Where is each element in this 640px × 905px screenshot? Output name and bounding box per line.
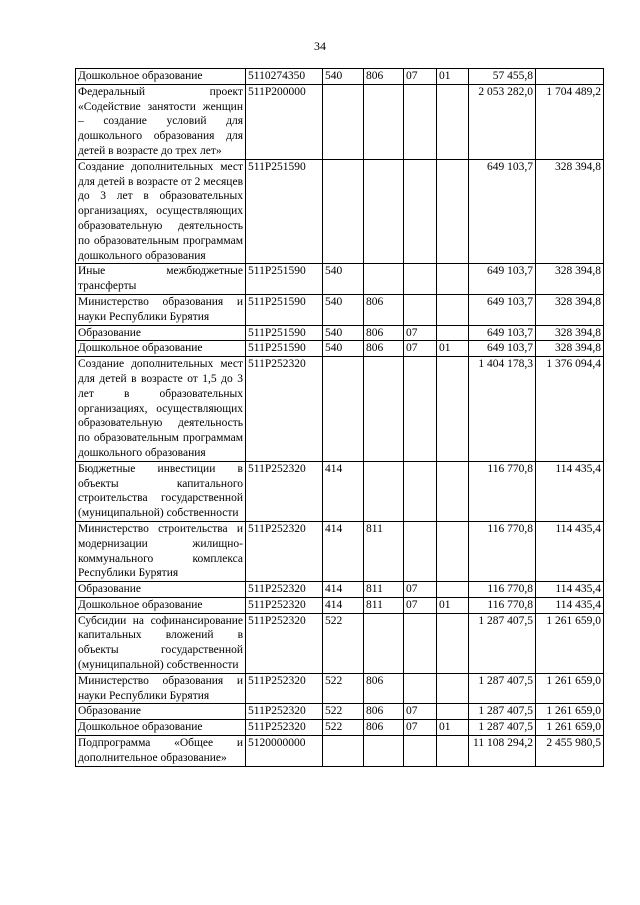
- administrator-cell: 811: [364, 582, 404, 598]
- administrator-cell: 806: [364, 69, 404, 85]
- expense-type-cell: 540: [323, 341, 364, 357]
- name-cell: Образование: [76, 325, 246, 341]
- administrator-cell: 806: [364, 673, 404, 704]
- table-row: [76, 673, 604, 704]
- subsection-cell: 01: [437, 69, 469, 85]
- section-cell: 07: [404, 341, 437, 357]
- subsection-cell: [437, 704, 469, 720]
- amount-year1-cell: 116 770,8: [469, 461, 536, 521]
- administrator-cell: [364, 357, 404, 462]
- amount-year1-cell: 1 404 178,3: [469, 357, 536, 462]
- table-row: [76, 597, 604, 613]
- amount-year2-cell: 114 435,4: [536, 461, 604, 521]
- amount-year2-cell: 114 435,4: [536, 597, 604, 613]
- amount-year1-cell: 116 770,8: [469, 582, 536, 598]
- amount-year2-cell: 1 261 659,0: [536, 613, 604, 673]
- amount-year2-cell: 1 704 489,2: [536, 84, 604, 159]
- name-cell: Министерство образования и науки Республики Бурятия: [76, 294, 246, 325]
- table-row: [76, 613, 604, 673]
- target-article-cell: 511P252320: [246, 613, 323, 673]
- section-cell: [404, 84, 437, 159]
- amount-year2-cell: 328 394,8: [536, 294, 604, 325]
- subsection-cell: [437, 673, 469, 704]
- name-cell: Дошкольное образование: [76, 720, 246, 736]
- amount-year2-cell: 114 435,4: [536, 582, 604, 598]
- subsection-cell: 01: [437, 720, 469, 736]
- amount-year2-cell: 2 455 980,5: [536, 736, 604, 767]
- amount-year2-cell: 114 435,4: [536, 521, 604, 581]
- amount-year1-cell: 1 287 407,5: [469, 673, 536, 704]
- section-cell: 07: [404, 69, 437, 85]
- section-cell: 07: [404, 325, 437, 341]
- table-row: [76, 521, 604, 581]
- page-number: 34: [314, 39, 326, 53]
- administrator-cell: [364, 461, 404, 521]
- amount-year1-cell: 1 287 407,5: [469, 704, 536, 720]
- table-row: [76, 582, 604, 598]
- subsection-cell: [437, 521, 469, 581]
- section-cell: [404, 461, 437, 521]
- section-cell: [404, 673, 437, 704]
- section-cell: [404, 736, 437, 767]
- amount-year2-cell: 1 261 659,0: [536, 673, 604, 704]
- amount-year2-cell: 1 261 659,0: [536, 704, 604, 720]
- name-cell: Дошкольное образование: [76, 597, 246, 613]
- amount-year2-cell: 328 394,8: [536, 264, 604, 295]
- target-article-cell: 511P251590: [246, 294, 323, 325]
- section-cell: [404, 294, 437, 325]
- budget-table: [75, 68, 604, 767]
- target-article-cell: 5120000000: [246, 736, 323, 767]
- table-row: [76, 341, 604, 357]
- name-cell: Бюджетные инвестиции в объекты капитального строительства государственной (муниципальной) собственности: [76, 461, 246, 521]
- expense-type-cell: [323, 84, 364, 159]
- amount-year1-cell: 116 770,8: [469, 597, 536, 613]
- table-row: [76, 461, 604, 521]
- target-article-cell: 511P252320: [246, 521, 323, 581]
- name-cell: Дошкольное образование: [76, 341, 246, 357]
- target-article-cell: 511P252320: [246, 357, 323, 462]
- amount-year2-cell: 1 376 094,4: [536, 357, 604, 462]
- name-cell: Образование: [76, 704, 246, 720]
- amount-year2-cell: 328 394,8: [536, 159, 604, 264]
- expense-type-cell: 414: [323, 582, 364, 598]
- subsection-cell: [437, 461, 469, 521]
- target-article-cell: 511P252320: [246, 461, 323, 521]
- amount-year1-cell: 57 455,8: [469, 69, 536, 85]
- amount-year1-cell: 1 287 407,5: [469, 720, 536, 736]
- expense-type-cell: 522: [323, 704, 364, 720]
- section-cell: 07: [404, 582, 437, 598]
- target-article-cell: 511P252320: [246, 582, 323, 598]
- expense-type-cell: 540: [323, 69, 364, 85]
- administrator-cell: 811: [364, 597, 404, 613]
- target-article-cell: 511P251590: [246, 341, 323, 357]
- administrator-cell: 806: [364, 325, 404, 341]
- expense-type-cell: 522: [323, 613, 364, 673]
- target-article-cell: 511P252320: [246, 597, 323, 613]
- administrator-cell: [364, 264, 404, 295]
- subsection-cell: [437, 613, 469, 673]
- amount-year2-cell: 1 261 659,0: [536, 720, 604, 736]
- expense-type-cell: 540: [323, 294, 364, 325]
- section-cell: 07: [404, 597, 437, 613]
- section-cell: [404, 264, 437, 295]
- administrator-cell: [364, 613, 404, 673]
- expense-type-cell: 414: [323, 521, 364, 581]
- amount-year1-cell: 116 770,8: [469, 521, 536, 581]
- section-cell: [404, 159, 437, 264]
- name-cell: Министерство образования и науки Республики Бурятия: [76, 673, 246, 704]
- target-article-cell: 511P251590: [246, 325, 323, 341]
- section-cell: [404, 357, 437, 462]
- table-row: [76, 325, 604, 341]
- amount-year1-cell: 649 103,7: [469, 294, 536, 325]
- subsection-cell: [437, 294, 469, 325]
- section-cell: [404, 521, 437, 581]
- subsection-cell: [437, 264, 469, 295]
- amount-year1-cell: 2 053 282,0: [469, 84, 536, 159]
- target-article-cell: 511P251590: [246, 159, 323, 264]
- expense-type-cell: 414: [323, 461, 364, 521]
- amount-year1-cell: 649 103,7: [469, 341, 536, 357]
- amount-year2-cell: [536, 69, 604, 85]
- table-row: [76, 84, 604, 159]
- expense-type-cell: 522: [323, 673, 364, 704]
- name-cell: Дошкольное образование: [76, 69, 246, 85]
- expense-type-cell: 540: [323, 325, 364, 341]
- table-row: [76, 159, 604, 264]
- name-cell: Создание дополнительных мест для детей в возрасте от 1,5 до 3 лет в образовательных организациях, осуществляющих образовательную деятельность по образовательным программам дошкольного образования: [76, 357, 246, 462]
- table-row: [76, 720, 604, 736]
- section-cell: 07: [404, 704, 437, 720]
- table-row: [76, 294, 604, 325]
- target-article-cell: 511P252320: [246, 673, 323, 704]
- expense-type-cell: 522: [323, 720, 364, 736]
- amount-year1-cell: 649 103,7: [469, 159, 536, 264]
- subsection-cell: 01: [437, 341, 469, 357]
- target-article-cell: 511P251590: [246, 264, 323, 295]
- table-row: [76, 357, 604, 462]
- section-cell: [404, 613, 437, 673]
- subsection-cell: [437, 736, 469, 767]
- administrator-cell: 806: [364, 720, 404, 736]
- subsection-cell: [437, 582, 469, 598]
- administrator-cell: 806: [364, 341, 404, 357]
- administrator-cell: 811: [364, 521, 404, 581]
- subsection-cell: 01: [437, 597, 469, 613]
- amount-year1-cell: 1 287 407,5: [469, 613, 536, 673]
- amount-year2-cell: 328 394,8: [536, 325, 604, 341]
- subsection-cell: [437, 84, 469, 159]
- name-cell: Создание дополнительных мест для детей в возрасте от 2 месяцев до 3 лет в образовательных организациях, осуществляющих образовательную деятельность по образовательным программам дошкольного образования: [76, 159, 246, 264]
- name-cell: Образование: [76, 582, 246, 598]
- expense-type-cell: 414: [323, 597, 364, 613]
- name-cell: Федеральный проект «Содействие занятости женщин – создание условий для дошкольного образования для детей в возрасте до трех лет»: [76, 84, 246, 159]
- name-cell: Субсидии на софинансирование капитальных вложений в объекты государственной (муниципальной) собственности: [76, 613, 246, 673]
- subsection-cell: [437, 159, 469, 264]
- subsection-cell: [437, 325, 469, 341]
- expense-type-cell: [323, 159, 364, 264]
- section-cell: 07: [404, 720, 437, 736]
- table-row: [76, 704, 604, 720]
- target-article-cell: 5110274350: [246, 69, 323, 85]
- expense-type-cell: [323, 736, 364, 767]
- administrator-cell: [364, 159, 404, 264]
- name-cell: Подпрограмма «Общее и дополнительное образование»: [76, 736, 246, 767]
- name-cell: Министерство строительства и модернизации жилищно-коммунального комплекса Республики Бурятия: [76, 521, 246, 581]
- target-article-cell: 511P252320: [246, 720, 323, 736]
- expense-type-cell: 540: [323, 264, 364, 295]
- administrator-cell: [364, 84, 404, 159]
- subsection-cell: [437, 357, 469, 462]
- target-article-cell: 511P200000: [246, 84, 323, 159]
- amount-year1-cell: 11 108 294,2: [469, 736, 536, 767]
- amount-year1-cell: 649 103,7: [469, 325, 536, 341]
- amount-year1-cell: 649 103,7: [469, 264, 536, 295]
- administrator-cell: [364, 736, 404, 767]
- administrator-cell: 806: [364, 294, 404, 325]
- table-row: [76, 69, 604, 85]
- budget-table-body: [76, 69, 604, 767]
- table-row: [76, 264, 604, 295]
- name-cell: Иные межбюджетные трансферты: [76, 264, 246, 295]
- amount-year2-cell: 328 394,8: [536, 341, 604, 357]
- expense-type-cell: [323, 357, 364, 462]
- administrator-cell: 806: [364, 704, 404, 720]
- target-article-cell: 511P252320: [246, 704, 323, 720]
- table-row: [76, 736, 604, 767]
